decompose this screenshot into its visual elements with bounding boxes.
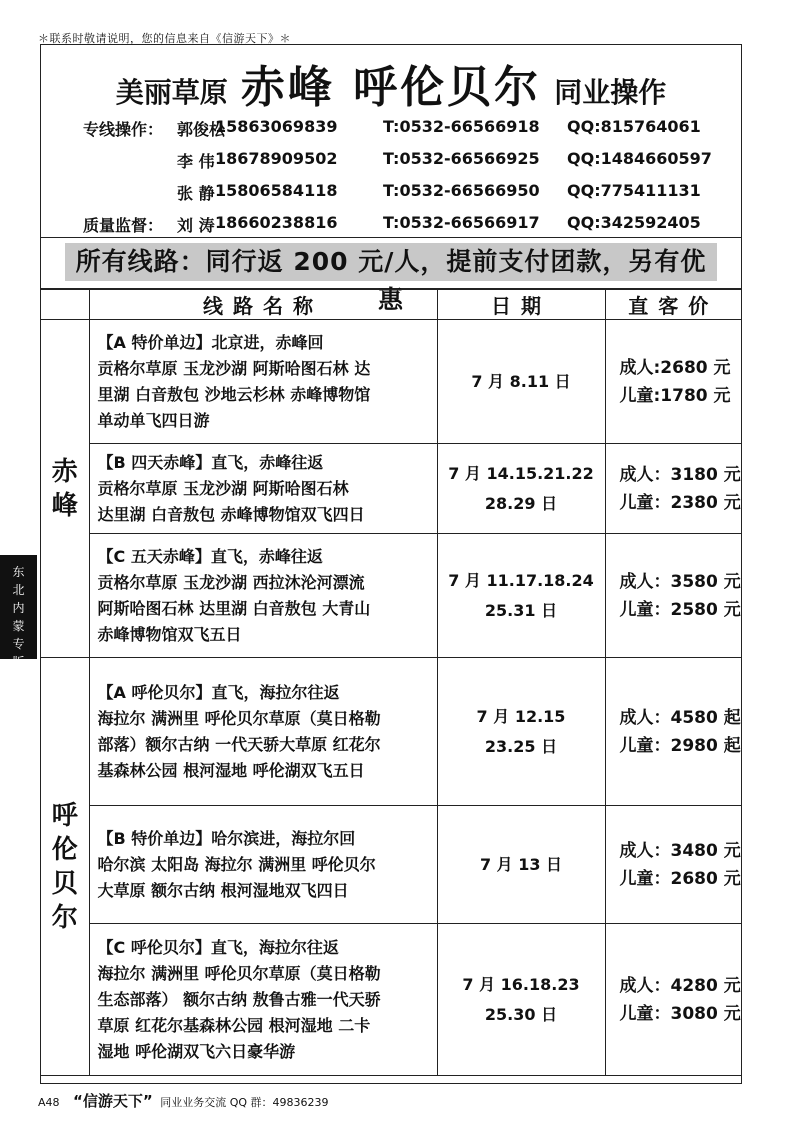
date-cell xyxy=(437,534,605,658)
region-char: 贝 xyxy=(51,868,78,899)
route-line: 草原 红花尔基森林公园 根河湿地 二卡 xyxy=(97,1015,371,1035)
child-price: 儿童：2680 元 xyxy=(619,868,741,889)
date-cell xyxy=(437,658,605,806)
page-frame xyxy=(40,44,742,1084)
contact-mobile: 18660238816 xyxy=(215,213,338,232)
date-cell xyxy=(437,924,605,1076)
contact-qq: QQ:342592405 xyxy=(567,213,701,232)
contact-name: 刘 涛 xyxy=(177,216,215,235)
route-line: 基森林公园 根河湿地 呼伦湖双飞五日 xyxy=(97,760,365,780)
header-route-name: 线路名称 xyxy=(89,290,437,320)
route-cell xyxy=(89,924,437,1076)
side-tab-char: 内 xyxy=(12,601,25,615)
date-line: 7 月 16.18.23 xyxy=(462,974,580,994)
route-line: 部落）额尔古纳 一代天骄大草原 红花尔 xyxy=(97,734,381,754)
contact-mobile: 15806584118 xyxy=(215,181,338,200)
table-row xyxy=(41,924,741,1076)
region-cell xyxy=(41,658,89,1076)
title-suffix: 同业操作 xyxy=(554,76,667,109)
route-line: 【C 五天赤峰】直飞，赤峰往返 xyxy=(97,546,323,566)
table-row xyxy=(41,320,741,444)
table-header-row xyxy=(41,290,741,320)
route-line: 贡格尔草原 玉龙沙湖 阿斯哈图石林 xyxy=(97,478,349,498)
page-number: A48 xyxy=(38,1096,60,1109)
route-line: 湿地 呼伦湖双飞六日豪华游 xyxy=(97,1041,296,1061)
route-cell xyxy=(89,806,437,924)
top-note: ＊联系时敬请说明，您的信息来自《信游天下》＊ xyxy=(38,32,291,45)
adult-price: 成人：4580 起 xyxy=(619,707,741,728)
price-cell xyxy=(605,444,741,534)
route-line: 贡格尔草原 玉龙沙湖 西拉沐沦河漂流 xyxy=(97,572,365,592)
table-row xyxy=(41,444,741,534)
title-prefix: 美丽草原 xyxy=(115,76,228,109)
route-line: 哈尔滨 太阳岛 海拉尔 满洲里 呼伦贝尔 xyxy=(97,854,376,874)
region-cell xyxy=(41,320,89,658)
contact-tel: T:0532-66566917 xyxy=(383,213,540,232)
route-line: 大草原 额尔古纳 根河湿地双飞四日 xyxy=(97,880,349,900)
side-tab-char: 北 xyxy=(12,583,25,597)
contact-qq: QQ:1484660597 xyxy=(567,149,712,168)
contact-name: 张 静 xyxy=(177,184,215,203)
date-line: 7 月 11.17.18.24 xyxy=(448,570,594,590)
header xyxy=(41,45,741,237)
header-blank xyxy=(41,290,89,320)
footer xyxy=(38,1090,329,1111)
route-cell xyxy=(89,444,437,534)
route-line: 贡格尔草原 玉龙沙湖 阿斯哈图石林 达 xyxy=(97,358,371,378)
side-tab-char: 蒙 xyxy=(12,619,25,633)
title-main: 赤峰 呼伦贝尔 xyxy=(240,62,542,113)
price-cell xyxy=(605,534,741,658)
contact-name: 郭俊松 xyxy=(177,120,226,139)
date-cell xyxy=(437,320,605,444)
region-char: 呼 xyxy=(51,800,78,831)
region-char: 赤 xyxy=(51,456,78,487)
contact-qq: QQ:775411131 xyxy=(567,181,701,200)
region-char: 峰 xyxy=(51,490,78,521)
table-row xyxy=(41,806,741,924)
route-line: 【B 四天赤峰】直飞，赤峰往返 xyxy=(97,452,324,472)
date-line: 7 月 8.11 日 xyxy=(471,371,571,391)
side-tab-char: 版 xyxy=(12,655,25,669)
table-row xyxy=(41,658,741,806)
header-date: 日期 xyxy=(437,290,605,320)
contact-mobile: 18678909502 xyxy=(215,149,338,168)
child-price: 儿童：2980 起 xyxy=(619,735,741,756)
route-cell xyxy=(89,658,437,806)
route-line: 里湖 白音敖包 沙地云杉林 赤峰博物馆 xyxy=(97,384,371,404)
date-line: 7 月 13 日 xyxy=(479,854,563,874)
child-price: 儿童:1780 元 xyxy=(619,385,731,406)
side-tab-char: 东 xyxy=(12,565,25,579)
route-line: 单动单飞四日游 xyxy=(97,410,210,430)
price-cell xyxy=(605,658,741,806)
route-line: 达里湖 白音敖包 赤峰博物馆双飞四日 xyxy=(97,504,365,524)
contact-role: 质量监督： xyxy=(83,216,164,235)
price-cell xyxy=(605,806,741,924)
route-line: 生态部落） 额尔古纳 敖鲁古雅一代天骄 xyxy=(97,989,381,1009)
page-title xyxy=(41,51,741,115)
date-line: 25.31 日 xyxy=(484,600,558,620)
contact-tel: T:0532-66566925 xyxy=(383,149,540,168)
date-line: 25.30 日 xyxy=(484,1004,558,1024)
contact-role: 专线操作： xyxy=(83,120,164,139)
region-char: 伦 xyxy=(51,834,78,865)
contact-name: 李 伟 xyxy=(177,152,215,171)
child-price: 儿童：3080 元 xyxy=(619,1003,741,1024)
route-line: 海拉尔 满洲里 呼伦贝尔草原（莫日格勒 xyxy=(97,963,381,983)
route-line: 赤峰博物馆双飞五日 xyxy=(97,624,242,644)
footer-brand: “信游天下” xyxy=(73,1092,153,1110)
section-side-tab xyxy=(0,555,37,669)
route-cell xyxy=(89,534,437,658)
adult-price: 成人：3580 元 xyxy=(619,571,741,592)
route-line: 【A 呼伦贝尔】直飞，海拉尔往返 xyxy=(97,682,340,702)
table-row xyxy=(41,534,741,658)
date-cell xyxy=(437,444,605,534)
adult-price: 成人：4280 元 xyxy=(619,975,741,996)
footer-qq-group: 同业业务交流 QQ 群：49836239 xyxy=(160,1096,329,1109)
date-line: 23.25 日 xyxy=(484,736,558,756)
header-price: 直客价 xyxy=(605,290,741,320)
date-line: 7 月 14.15.21.22 xyxy=(448,463,594,483)
promo-text: 所有线路：同行返 200 元/人，提前支付团款，另有优惠 xyxy=(65,243,717,281)
date-line: 7 月 12.15 xyxy=(476,706,566,726)
adult-price: 成人：3480 元 xyxy=(619,840,741,861)
route-line: 【A 特价单边】北京进，赤峰回 xyxy=(97,332,324,352)
route-table xyxy=(41,289,741,1076)
route-line: 阿斯哈图石林 达里湖 白音敖包 大青山 xyxy=(97,598,371,618)
route-line: 【C 呼伦贝尔】直飞，海拉尔往返 xyxy=(97,937,339,957)
child-price: 儿童：2380 元 xyxy=(619,492,741,513)
route-cell xyxy=(89,320,437,444)
route-line: 海拉尔 满洲里 呼伦贝尔草原（莫日格勒 xyxy=(97,708,381,728)
child-price: 儿童：2580 元 xyxy=(619,599,741,620)
route-line: 【B 特价单边】哈尔滨进，海拉尔回 xyxy=(97,828,356,848)
region-char: 尔 xyxy=(51,902,78,933)
price-cell xyxy=(605,320,741,444)
contact-qq: QQ:815764061 xyxy=(567,117,701,136)
price-cell xyxy=(605,924,741,1076)
date-cell xyxy=(437,806,605,924)
date-line: 28.29 日 xyxy=(484,493,558,513)
side-tab-char: 专 xyxy=(12,637,25,651)
contact-tel: T:0532-66566918 xyxy=(383,117,540,136)
contact-mobile: 15863069839 xyxy=(215,117,338,136)
contact-tel: T:0532-66566950 xyxy=(383,181,540,200)
adult-price: 成人:2680 元 xyxy=(619,357,731,378)
adult-price: 成人：3180 元 xyxy=(619,464,741,485)
